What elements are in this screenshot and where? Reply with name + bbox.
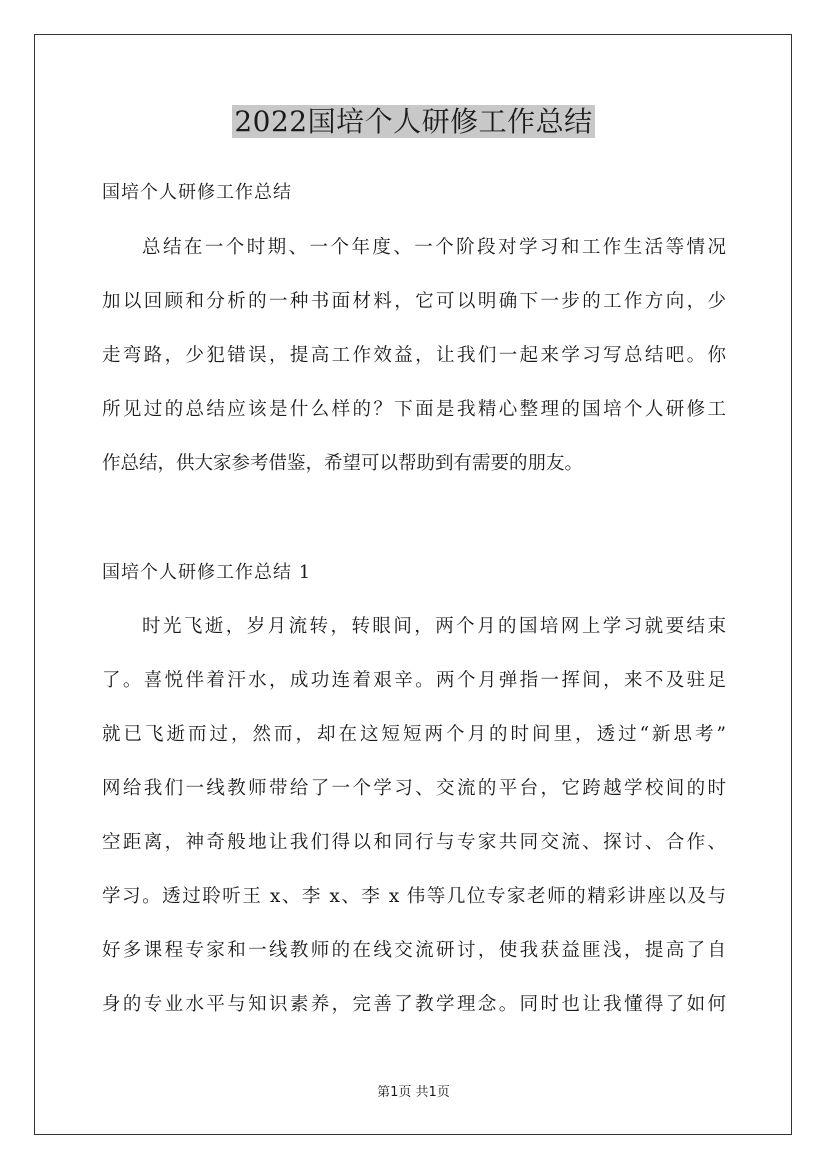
document-title-text: 2022国培个人研修工作总结	[234, 105, 593, 138]
section1-paragraph-line: 了。喜悦伴着汗水，成功连着艰辛。两个月弹指一挥间，来不及驻足	[102, 670, 726, 691]
section1-heading: 国培个人研修工作总结 1	[102, 562, 312, 583]
section1-paragraph-line: 网给我们一线教师带给了一个学习、交流的平台，它跨越学校间的时	[102, 778, 726, 799]
section1-paragraph-line: 好多课程专家和一线教师的在线交流研讨，使我获益匪浅，提高了自	[102, 940, 726, 961]
intro-paragraph-line: 总结在一个时期、一个年度、一个阶段对学习和工作生活等情况	[142, 237, 726, 258]
section1-paragraph-line: 学习。透过聆听王 x、李 x、李 x 伟等几位专家老师的精彩讲座以及与	[102, 886, 726, 907]
intro-paragraph-line: 加以回顾和分析的一种书面材料，它可以明确下一步的工作方向，少	[102, 291, 726, 312]
section1-paragraph-line: 就已飞逝而过，然而，却在这短短两个月的时间里，透过“新思考”	[102, 724, 726, 745]
page-footer: 第1页 共1页	[377, 1085, 450, 1100]
intro-heading: 国培个人研修工作总结	[102, 182, 292, 203]
intro-paragraph-line: 所见过的总结应该是什么样的？下面是我精心整理的国培个人研修工	[102, 399, 726, 420]
section1-paragraph-line: 身的专业水平与知识素养，完善了教学理念。同时也让我懂得了如何	[102, 994, 726, 1015]
section1-paragraph-line: 空距离，神奇般地让我们得以和同行与专家共同交流、探讨、合作、	[102, 832, 726, 853]
document-title	[0, 100, 827, 144]
intro-paragraph-line: 走弯路，少犯错误，提高工作效益，让我们一起来学习写总结吧。你	[102, 345, 726, 366]
section1-paragraph-line: 时光飞逝，岁月流转，转眼间，两个月的国培网上学习就要结束	[142, 616, 726, 637]
intro-paragraph-line: 作总结，供大家参考借鉴，希望可以帮助到有需要的朋友。	[102, 453, 584, 474]
